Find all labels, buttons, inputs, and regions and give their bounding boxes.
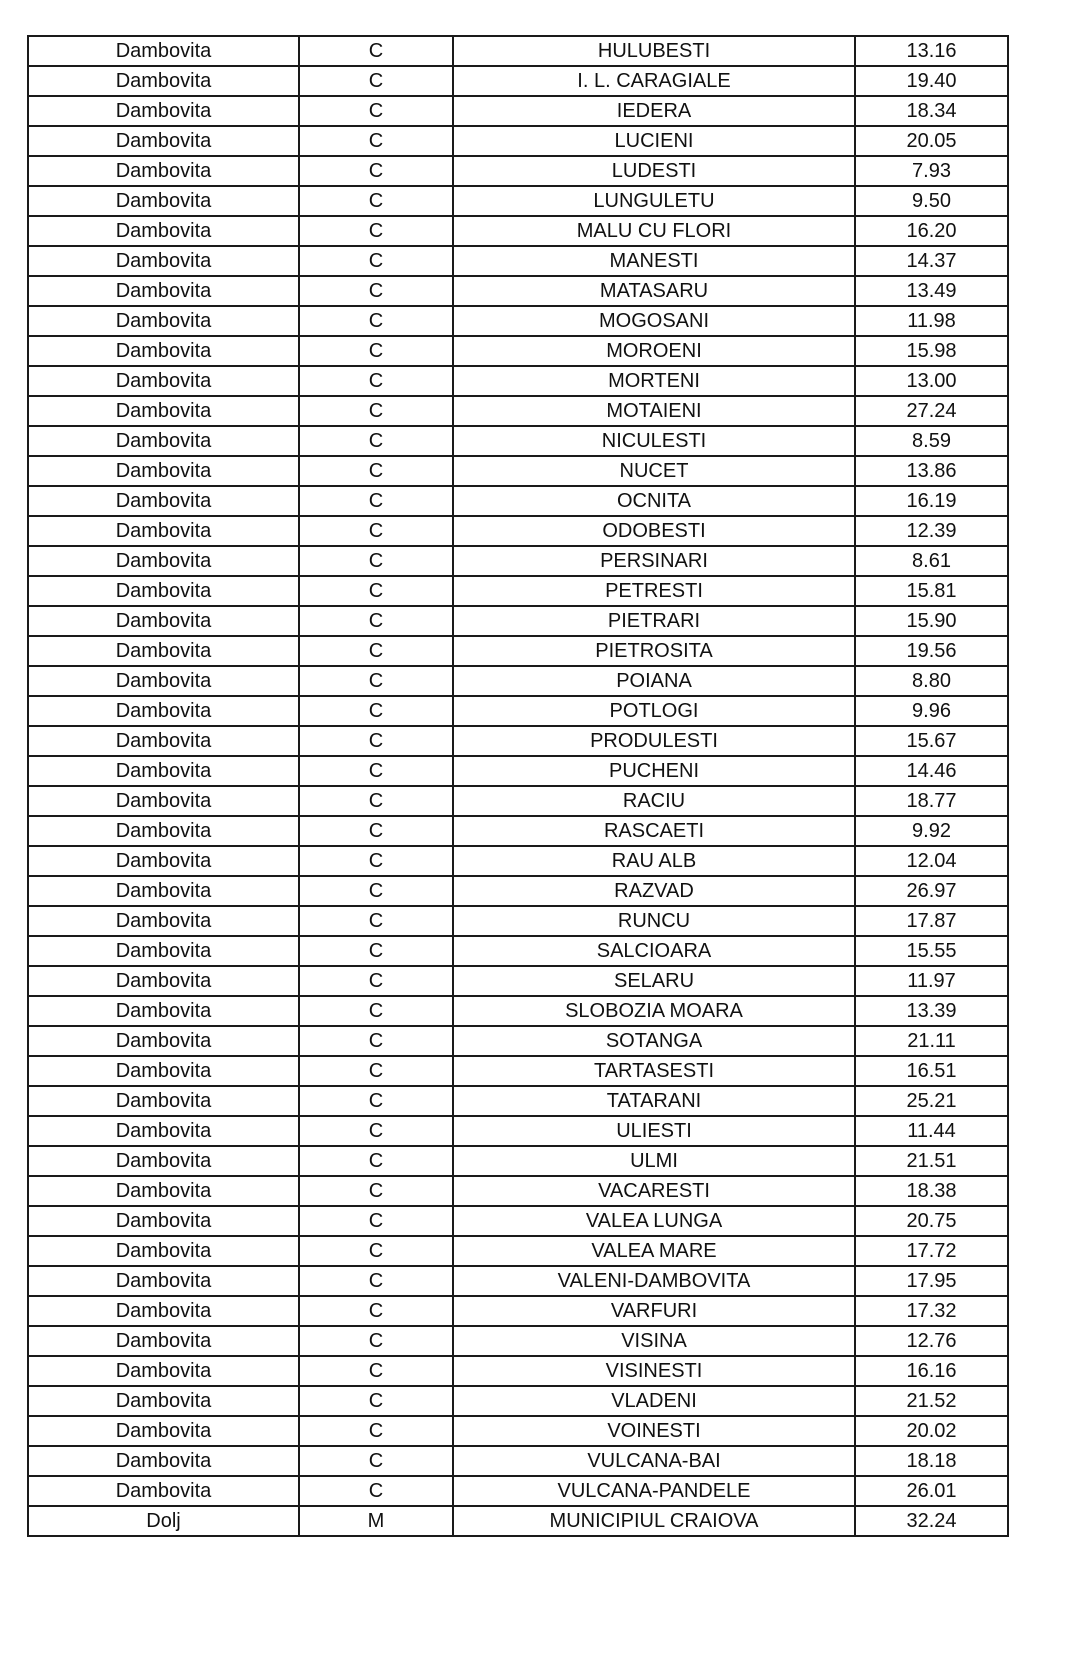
locality-cell: RASCAETI [453, 816, 855, 846]
type-cell: C [299, 1356, 453, 1386]
value-cell: 16.16 [855, 1356, 1008, 1386]
locality-cell: NUCET [453, 456, 855, 486]
county-cell: Dambovita [28, 1356, 299, 1386]
value-cell: 14.46 [855, 756, 1008, 786]
locality-cell: PIETRARI [453, 606, 855, 636]
county-cell: Dambovita [28, 576, 299, 606]
table-row [28, 1386, 1008, 1416]
type-cell: C [299, 576, 453, 606]
locality-cell: MATASARU [453, 276, 855, 306]
type-cell: C [299, 186, 453, 216]
value-cell: 17.95 [855, 1266, 1008, 1296]
type-cell: C [299, 1206, 453, 1236]
table-row [28, 96, 1008, 126]
locality-cell: VISINA [453, 1326, 855, 1356]
table-row [28, 1416, 1008, 1446]
locality-cell: I. L. CARAGIALE [453, 66, 855, 96]
table-row [28, 126, 1008, 156]
locality-cell: MUNICIPIUL CRAIOVA [453, 1506, 855, 1536]
value-cell: 12.76 [855, 1326, 1008, 1356]
county-cell: Dambovita [28, 96, 299, 126]
table-row [28, 1056, 1008, 1086]
locality-cell: POTLOGI [453, 696, 855, 726]
value-cell: 18.18 [855, 1446, 1008, 1476]
type-cell: C [299, 516, 453, 546]
value-cell: 14.37 [855, 246, 1008, 276]
table-row [28, 156, 1008, 186]
table-row [28, 246, 1008, 276]
value-cell: 8.61 [855, 546, 1008, 576]
table-row [28, 216, 1008, 246]
type-cell: C [299, 216, 453, 246]
value-cell: 9.92 [855, 816, 1008, 846]
type-cell: C [299, 246, 453, 276]
table-row [28, 906, 1008, 936]
value-cell: 19.40 [855, 66, 1008, 96]
value-cell: 18.77 [855, 786, 1008, 816]
locality-cell: SELARU [453, 966, 855, 996]
table-row [28, 66, 1008, 96]
value-cell: 16.19 [855, 486, 1008, 516]
table-row [28, 426, 1008, 456]
value-cell: 13.16 [855, 36, 1008, 66]
county-cell: Dambovita [28, 396, 299, 426]
locality-cell: LUNGULETU [453, 186, 855, 216]
locality-cell: VULCANA-BAI [453, 1446, 855, 1476]
locality-cell: ULMI [453, 1146, 855, 1176]
county-cell: Dambovita [28, 1116, 299, 1146]
county-cell: Dambovita [28, 1086, 299, 1116]
county-cell: Dambovita [28, 846, 299, 876]
value-cell: 12.39 [855, 516, 1008, 546]
locality-cell: PETRESTI [453, 576, 855, 606]
value-cell: 16.20 [855, 216, 1008, 246]
county-cell: Dambovita [28, 1476, 299, 1506]
county-cell: Dolj [28, 1506, 299, 1536]
table-row [28, 726, 1008, 756]
table-row [28, 36, 1008, 66]
table-row [28, 786, 1008, 816]
county-cell: Dambovita [28, 336, 299, 366]
locality-cell: RACIU [453, 786, 855, 816]
table-row [28, 1296, 1008, 1326]
value-cell: 21.51 [855, 1146, 1008, 1176]
table-row [28, 696, 1008, 726]
type-cell: C [299, 426, 453, 456]
type-cell: C [299, 786, 453, 816]
county-cell: Dambovita [28, 246, 299, 276]
table-row [28, 396, 1008, 426]
table-row [28, 1026, 1008, 1056]
type-cell: C [299, 876, 453, 906]
table-row [28, 276, 1008, 306]
type-cell: C [299, 816, 453, 846]
value-cell: 32.24 [855, 1506, 1008, 1536]
value-cell: 25.21 [855, 1086, 1008, 1116]
value-cell: 17.72 [855, 1236, 1008, 1266]
locality-cell: RUNCU [453, 906, 855, 936]
type-cell: C [299, 636, 453, 666]
locality-cell: VARFURI [453, 1296, 855, 1326]
table-row [28, 516, 1008, 546]
table-row [28, 1356, 1008, 1386]
table-row [28, 1206, 1008, 1236]
county-cell: Dambovita [28, 606, 299, 636]
county-cell: Dambovita [28, 816, 299, 846]
county-cell: Dambovita [28, 666, 299, 696]
type-cell: C [299, 36, 453, 66]
value-cell: 15.81 [855, 576, 1008, 606]
county-cell: Dambovita [28, 1386, 299, 1416]
table-row [28, 846, 1008, 876]
type-cell: C [299, 1116, 453, 1146]
county-cell: Dambovita [28, 1206, 299, 1236]
type-cell: C [299, 66, 453, 96]
table-row [28, 756, 1008, 786]
locality-cell: MOTAIENI [453, 396, 855, 426]
table-row [28, 606, 1008, 636]
value-cell: 20.05 [855, 126, 1008, 156]
table-row [28, 1176, 1008, 1206]
county-cell: Dambovita [28, 426, 299, 456]
type-cell: C [299, 96, 453, 126]
type-cell: C [299, 156, 453, 186]
value-cell: 9.96 [855, 696, 1008, 726]
locality-cell: SOTANGA [453, 1026, 855, 1056]
county-cell: Dambovita [28, 1446, 299, 1476]
locality-cell: ODOBESTI [453, 516, 855, 546]
locality-cell: MALU CU FLORI [453, 216, 855, 246]
type-cell: C [299, 966, 453, 996]
type-cell: C [299, 1086, 453, 1116]
county-cell: Dambovita [28, 486, 299, 516]
type-cell: C [299, 126, 453, 156]
locality-cell: OCNITA [453, 486, 855, 516]
type-cell: C [299, 1236, 453, 1266]
table-row [28, 336, 1008, 366]
value-cell: 8.80 [855, 666, 1008, 696]
value-cell: 13.00 [855, 366, 1008, 396]
value-cell: 13.49 [855, 276, 1008, 306]
county-cell: Dambovita [28, 1296, 299, 1326]
county-cell: Dambovita [28, 516, 299, 546]
table-body [28, 36, 1008, 1536]
county-cell: Dambovita [28, 156, 299, 186]
locality-cell: PIETROSITA [453, 636, 855, 666]
table-row [28, 666, 1008, 696]
county-cell: Dambovita [28, 306, 299, 336]
value-cell: 15.55 [855, 936, 1008, 966]
type-cell: C [299, 1446, 453, 1476]
locality-cell: NICULESTI [453, 426, 855, 456]
table-row [28, 366, 1008, 396]
data-table [27, 35, 1009, 1537]
table-row [28, 1506, 1008, 1536]
type-cell: C [299, 1176, 453, 1206]
county-cell: Dambovita [28, 1146, 299, 1176]
table-row [28, 816, 1008, 846]
value-cell: 7.93 [855, 156, 1008, 186]
type-cell: C [299, 1386, 453, 1416]
county-cell: Dambovita [28, 366, 299, 396]
value-cell: 11.44 [855, 1116, 1008, 1146]
table-row [28, 636, 1008, 666]
table-row [28, 1446, 1008, 1476]
locality-cell: SLOBOZIA MOARA [453, 996, 855, 1026]
locality-cell: MORTENI [453, 366, 855, 396]
locality-cell: VALENI-DAMBOVITA [453, 1266, 855, 1296]
table-row [28, 1086, 1008, 1116]
locality-cell: VALEA MARE [453, 1236, 855, 1266]
locality-cell: MOROENI [453, 336, 855, 366]
value-cell: 26.97 [855, 876, 1008, 906]
value-cell: 27.24 [855, 396, 1008, 426]
locality-cell: VACARESTI [453, 1176, 855, 1206]
value-cell: 21.52 [855, 1386, 1008, 1416]
value-cell: 20.02 [855, 1416, 1008, 1446]
value-cell: 12.04 [855, 846, 1008, 876]
type-cell: C [299, 276, 453, 306]
locality-cell: IEDERA [453, 96, 855, 126]
type-cell: C [299, 1296, 453, 1326]
value-cell: 15.67 [855, 726, 1008, 756]
value-cell: 15.90 [855, 606, 1008, 636]
value-cell: 16.51 [855, 1056, 1008, 1086]
table-row [28, 966, 1008, 996]
type-cell: C [299, 546, 453, 576]
locality-cell: MOGOSANI [453, 306, 855, 336]
type-cell: C [299, 456, 453, 486]
value-cell: 26.01 [855, 1476, 1008, 1506]
county-cell: Dambovita [28, 996, 299, 1026]
county-cell: Dambovita [28, 1236, 299, 1266]
table-row [28, 996, 1008, 1026]
value-cell: 9.50 [855, 186, 1008, 216]
type-cell: C [299, 1416, 453, 1446]
table-row [28, 1116, 1008, 1146]
value-cell: 8.59 [855, 426, 1008, 456]
table-row [28, 1146, 1008, 1176]
county-cell: Dambovita [28, 906, 299, 936]
table-row [28, 1476, 1008, 1506]
locality-cell: HULUBESTI [453, 36, 855, 66]
county-cell: Dambovita [28, 1326, 299, 1356]
type-cell: C [299, 396, 453, 426]
type-cell: C [299, 1326, 453, 1356]
county-cell: Dambovita [28, 936, 299, 966]
value-cell: 13.86 [855, 456, 1008, 486]
locality-cell: POIANA [453, 666, 855, 696]
locality-cell: TATARANI [453, 1086, 855, 1116]
type-cell: C [299, 336, 453, 366]
county-cell: Dambovita [28, 126, 299, 156]
county-cell: Dambovita [28, 36, 299, 66]
county-cell: Dambovita [28, 546, 299, 576]
table-row [28, 306, 1008, 336]
type-cell: C [299, 936, 453, 966]
type-cell: C [299, 1266, 453, 1296]
value-cell: 18.38 [855, 1176, 1008, 1206]
locality-cell: SALCIOARA [453, 936, 855, 966]
type-cell: C [299, 1026, 453, 1056]
type-cell: C [299, 1146, 453, 1176]
locality-cell: VULCANA-PANDELE [453, 1476, 855, 1506]
locality-cell: MANESTI [453, 246, 855, 276]
type-cell: C [299, 666, 453, 696]
type-cell: C [299, 486, 453, 516]
type-cell: C [299, 1056, 453, 1086]
county-cell: Dambovita [28, 726, 299, 756]
table-row [28, 546, 1008, 576]
value-cell: 11.97 [855, 966, 1008, 996]
county-cell: Dambovita [28, 696, 299, 726]
county-cell: Dambovita [28, 1266, 299, 1296]
locality-cell: VISINESTI [453, 1356, 855, 1386]
type-cell: C [299, 726, 453, 756]
value-cell: 13.39 [855, 996, 1008, 1026]
table-row [28, 1266, 1008, 1296]
locality-cell: TARTASESTI [453, 1056, 855, 1086]
county-cell: Dambovita [28, 456, 299, 486]
type-cell: M [299, 1506, 453, 1536]
county-cell: Dambovita [28, 216, 299, 246]
county-cell: Dambovita [28, 186, 299, 216]
county-cell: Dambovita [28, 966, 299, 996]
table-row [28, 1236, 1008, 1266]
value-cell: 20.75 [855, 1206, 1008, 1236]
county-cell: Dambovita [28, 1176, 299, 1206]
type-cell: C [299, 906, 453, 936]
county-cell: Dambovita [28, 636, 299, 666]
table-row [28, 186, 1008, 216]
locality-cell: PERSINARI [453, 546, 855, 576]
county-cell: Dambovita [28, 1026, 299, 1056]
type-cell: C [299, 606, 453, 636]
value-cell: 15.98 [855, 336, 1008, 366]
locality-cell: ULIESTI [453, 1116, 855, 1146]
value-cell: 11.98 [855, 306, 1008, 336]
table-row [28, 456, 1008, 486]
locality-cell: VLADENI [453, 1386, 855, 1416]
type-cell: C [299, 306, 453, 336]
locality-cell: VALEA LUNGA [453, 1206, 855, 1236]
locality-cell: RAU ALB [453, 846, 855, 876]
county-cell: Dambovita [28, 1416, 299, 1446]
table-row [28, 1326, 1008, 1356]
county-cell: Dambovita [28, 276, 299, 306]
county-cell: Dambovita [28, 756, 299, 786]
locality-cell: LUCIENI [453, 126, 855, 156]
county-cell: Dambovita [28, 786, 299, 816]
county-cell: Dambovita [28, 876, 299, 906]
value-cell: 18.34 [855, 96, 1008, 126]
county-cell: Dambovita [28, 66, 299, 96]
type-cell: C [299, 696, 453, 726]
locality-cell: VOINESTI [453, 1416, 855, 1446]
locality-cell: PRODULESTI [453, 726, 855, 756]
table-row [28, 576, 1008, 606]
value-cell: 17.32 [855, 1296, 1008, 1326]
locality-cell: LUDESTI [453, 156, 855, 186]
type-cell: C [299, 846, 453, 876]
locality-cell: RAZVAD [453, 876, 855, 906]
type-cell: C [299, 996, 453, 1026]
value-cell: 17.87 [855, 906, 1008, 936]
table-row [28, 936, 1008, 966]
value-cell: 21.11 [855, 1026, 1008, 1056]
table-row [28, 876, 1008, 906]
type-cell: C [299, 366, 453, 396]
county-cell: Dambovita [28, 1056, 299, 1086]
type-cell: C [299, 1476, 453, 1506]
table-row [28, 486, 1008, 516]
locality-cell: PUCHENI [453, 756, 855, 786]
value-cell: 19.56 [855, 636, 1008, 666]
type-cell: C [299, 756, 453, 786]
